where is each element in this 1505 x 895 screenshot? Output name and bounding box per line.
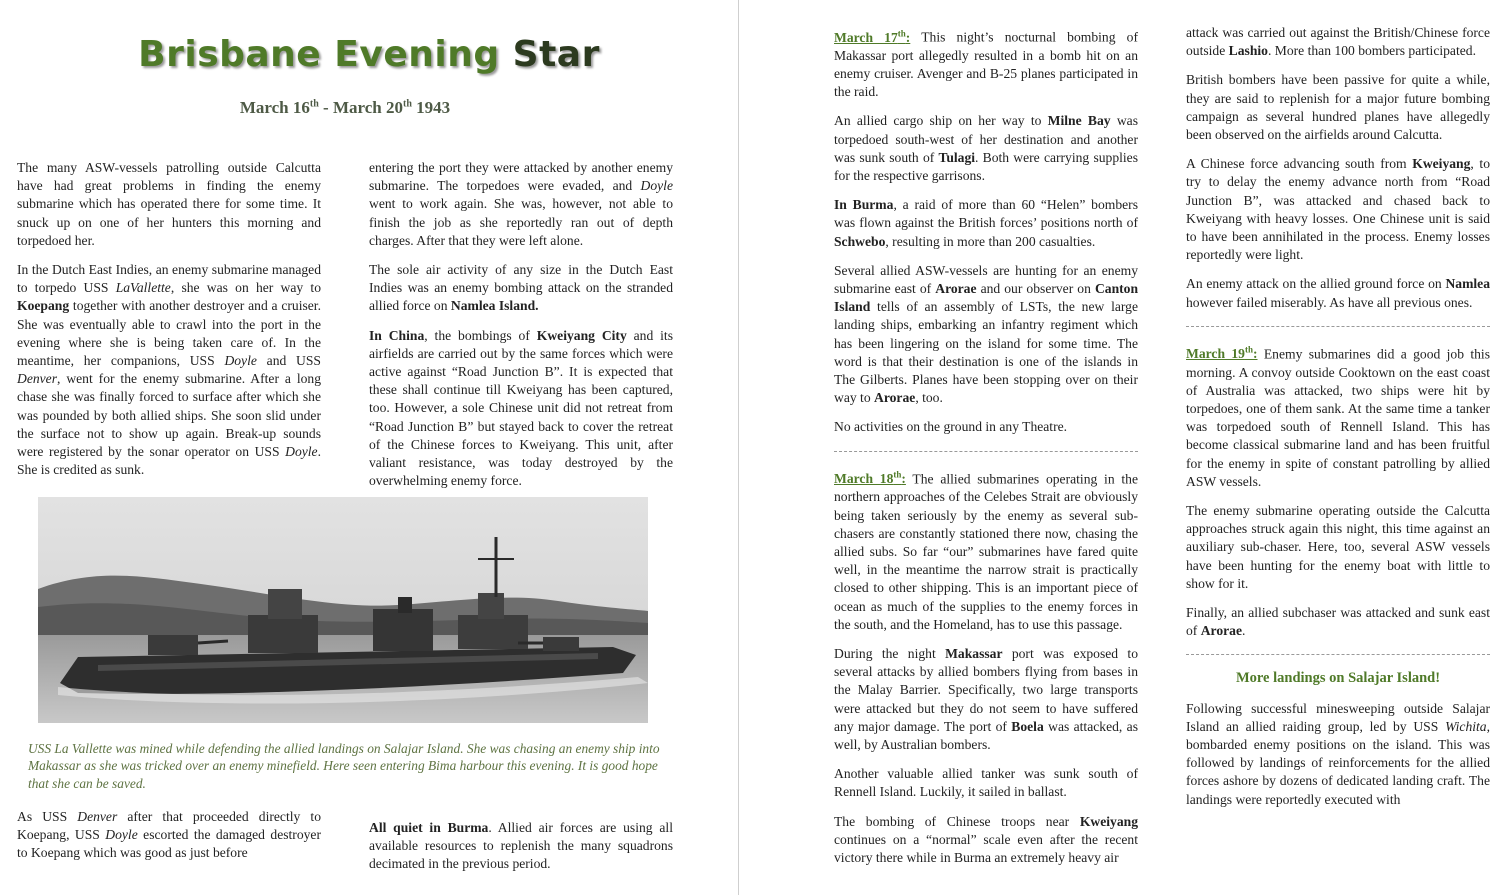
article-paragraph: A Chinese force advancing south from Kweiyang, to try to delay the enemy advance north from “Road Junction B”, was attacked and chased back to Kweiyang with heavy losses. One Chinese unit is said to have been annihilated in the process. Enemy losses reportedly were light. — [1186, 156, 1490, 263]
article-paragraph: Finally, an allied subchaser was attacked and sunk east of Arorae. — [1186, 605, 1490, 639]
article-paragraph: In Burma, a raid of more than 60 “Helen” bombers was flown against the British forces’ positions north of Schwebo, resulting in more than 200 casualties. — [834, 197, 1138, 249]
article-paragraph: An allied cargo ship on her way to Milne Bay was torpedoed south-west of her destination and another was sunk south of Tulagi. Both were carrying supplies for the respective garrisons. — [834, 113, 1139, 183]
article-paragraph: An enemy attack on the allied ground force on Namlea however failed miserably. As have all previous ones. — [1186, 276, 1490, 310]
bold-place-name: Arorae — [1200, 623, 1243, 639]
italic-ship-name: Wichita — [1445, 718, 1487, 734]
masthead-title — [0, 34, 738, 75]
article-paragraph: The enemy submarine operating outside the Calcutta approaches struck again this night, this time against an auxiliary sub-chaser. Here, too, several ASW vessels have been hunting for the enemy boat with little to show for it. — [1186, 503, 1490, 591]
date-separator: - — [318, 98, 333, 117]
article-column-right-1 — [834, 24, 1138, 878]
article-paragraph: During the night Makassar port was exposed to several attacks by allied bombers flying from bases in the Malay Barrier. Specifically, two large transports were attacked but they do not seem to have suffered any major damage. The port of Boela was attacked, as well, by Australian bombers. — [834, 645, 1138, 752]
bold-place-name: Makassar — [945, 645, 1003, 661]
article-paragraph: In the Dutch East Indies, an enemy submarine managed to torpedo USS LaVallette, she was on her way to Koepang together with another destroyer and a cruiser. She was eventually able to crawl into the port in the evening where she is being taken care of. In the meantime, her companions, USS Doyle and USS Denver, went for the enemy submarine. After a long chase she was finally forced to surface after which she was pounded by both allied ships. She soon slid under the surface not to show up again. Break-up sounds were registered by the sonar operator on USS Doyle. She is credited as sunk. — [17, 262, 321, 478]
bold-place-name: Lashio — [1228, 43, 1268, 59]
bold-place-name: Namlea — [1445, 276, 1490, 292]
article-paragraph: The bombing of Chinese troops near Kweiyang continues on a “normal” scale even after the recent victory there while in Burma an extremely heavy air — [834, 813, 1138, 865]
bold-place-name: Schwebo — [834, 233, 886, 249]
article-paragraph: No activities on the ground in any Theatre. — [834, 419, 1068, 435]
date-heading: March 18th: — [834, 469, 906, 487]
date-year: 1943 — [411, 98, 451, 117]
date-end-suffix: th — [403, 98, 412, 110]
italic-ship-name: Denver — [77, 809, 118, 824]
article-paragraph: Another valuable allied tanker was sunk south of Rennell Island. Luckily, it sailed in ballast. — [834, 766, 1138, 800]
bold-place-name: Kweiyang — [1412, 156, 1471, 172]
italic-ship-name: Doyle — [224, 353, 257, 369]
article-paragraph: March 18th: The allied submarines operating in the northern approaches of the Celebes Strait are obviously being taken seriously by the enemy as several sub-chasers are constantly stationed there now, chasing the allied subs. So far “our” submarines have fared quite well, in the meantime the narrow strait is practically closed to other shipping. This is an important piece of ocean as much of the supplies to the enemy forces in the south, and the Homeland, has to use this passage. — [834, 469, 1138, 632]
article-paragraph: As USS Denver after that proceeded directly to Koepang, USS Doyle escorted the damaged destroyer to Koepang which was good as just before — [17, 809, 321, 861]
bold-place-name: Canton Island — [834, 280, 1139, 315]
bold-place-name: Namlea Island. — [450, 298, 539, 314]
bold-place-name: In China — [369, 327, 425, 343]
issue-dates — [0, 98, 690, 118]
article-column-left-2 — [369, 159, 673, 501]
article-paragraph: attack was carried out against the British/Chinese force outside Lashio. More than 100 bombers participated. — [1186, 25, 1490, 59]
date-start: March 16 — [239, 98, 310, 117]
bold-place-name: Arorae — [874, 390, 916, 406]
article-column-left-bottom-2 — [369, 819, 673, 885]
article-paragraph: March 19th: Enemy submarines did a good job this morning. A convoy outside Cooktown on the east coast of Australia was attacked, two ships were hit by torpedoes, one of them sank. At the same time a tanker was torpedoed south of Rennell Island. This has become classical submarine land and has been fruitful for the enemy in spite of constant patrolling by allied ASW vessels. — [1186, 344, 1490, 489]
bold-place-name: Kweiyang City — [536, 327, 627, 343]
section-subheading: More landings on Salajar Island! — [1235, 670, 1441, 687]
article-column-left-1 — [17, 159, 321, 490]
bold-place-name: Boela — [1011, 718, 1044, 734]
article-column-left-bottom-1 — [17, 808, 321, 874]
page-divider — [738, 0, 739, 895]
masthead-title-main: Brisbane Evening — [138, 34, 500, 75]
article-paragraph: The sole air activity of any size in the Dutch East Indies was an enemy bombing attack on the stranded allied force on Namlea Island. — [369, 262, 673, 314]
date-start-suffix: th — [309, 98, 319, 110]
article-paragraph: Several allied ASW-vessels are hunting for an enemy submarine east of Arorae and our observer on Canton Island tells of an assembly of LSTs, the new large landing ships, embarking an infantry regiment which has been lingering on the island for some time. The word is that their destination is one of the islands in The Gilberts. Planes have been stopping over on their way to Arorae, too. — [834, 262, 1139, 406]
article-paragraph: All quiet in Burma. Allied air forces are using all available resources to replenish the many squadrons decimated in the previous period. — [369, 820, 673, 872]
article-paragraph: Following successful minesweeping outside Salajar Island an allied raiding group, led by USS Wichita, bombarded enemy positions on the island. This was followed by landings of reinforcements for the allied forces ashore by dozens of dedicated landing craft. The landings were reportedly executed with — [1186, 700, 1490, 807]
italic-ship-name: Doyle — [285, 444, 318, 460]
article-column-right-2 — [1186, 24, 1490, 820]
article-paragraph: In China, the bombings of Kweiyang City and its airfields are carried out by the same forces which were active against “Road Junction B”. It is expected that these shall continue till Kweiyang has been captured, too. However, a sole Chinese unit did not retreat from “Road Junction B” but stayed back to cover the retreat of the Chinese forces to Kweiyang. This unit, after valiant resistance, was today destroyed by the overwhelming enemy force. — [369, 327, 673, 489]
italic-ship-name: Denver — [17, 371, 58, 387]
article-paragraph: entering the port they were attacked by another enemy submarine. The torpedoes were evaded, and Doyle went to work again. She was, however, not able to finish the job as she reportedly ran out of depth charges. After that they were left alone. — [369, 160, 673, 248]
bold-place-name: All quiet in Burma — [369, 820, 489, 835]
article-paragraph: The many ASW-vessels patrolling outside Calcutta have had great problems in finding the enemy submarine which has operated there for some time. It snuck up on one of her hunters this morning and torpedoed her. — [17, 160, 321, 248]
bold-place-name: Tulagi — [938, 149, 976, 165]
ship-photo — [38, 497, 648, 723]
bold-place-name: Arorae — [935, 280, 977, 296]
date-heading: March 17th: — [834, 28, 911, 45]
date-end: March 20 — [332, 98, 403, 117]
bold-place-name: Kweiyang — [1079, 813, 1138, 829]
italic-ship-name: Doyle — [105, 827, 138, 843]
photo-caption: USS La Vallette was mined while defending the allied landings on Salajar Island. She was chasing an enemy ship into Makassar as she was tricked over an enemy minefield. Here seen entering Bima harbour this evening. It is good hope that she can be saved. — [28, 741, 660, 791]
section-divider — [1186, 326, 1490, 327]
bold-place-name: In Burma — [834, 197, 894, 213]
destroyer-photo-image — [38, 497, 648, 723]
section-divider — [834, 451, 1138, 452]
masthead-title-star: Star — [512, 34, 600, 75]
bold-place-name: Milne Bay — [1047, 113, 1111, 129]
italic-ship-name: Doyle — [640, 178, 673, 194]
bold-place-name: Koepang — [17, 298, 70, 314]
date-heading: March 19th: — [1186, 344, 1258, 362]
article-paragraph: British bombers have been passive for quite a while, they are said to replenish for a major future bombing campaign as several hundred planes have allegedly been observed on the airfields around Calcutta. — [1186, 72, 1490, 143]
section-divider — [1186, 654, 1490, 655]
italic-ship-name: LaVallette — [115, 280, 171, 296]
article-paragraph: March 17th: This night’s nocturnal bombing of Makassar port allegedly resulted in a bomb hit on an enemy cruiser. Avenger and B-25 planes participated in the raid. — [834, 28, 1138, 100]
